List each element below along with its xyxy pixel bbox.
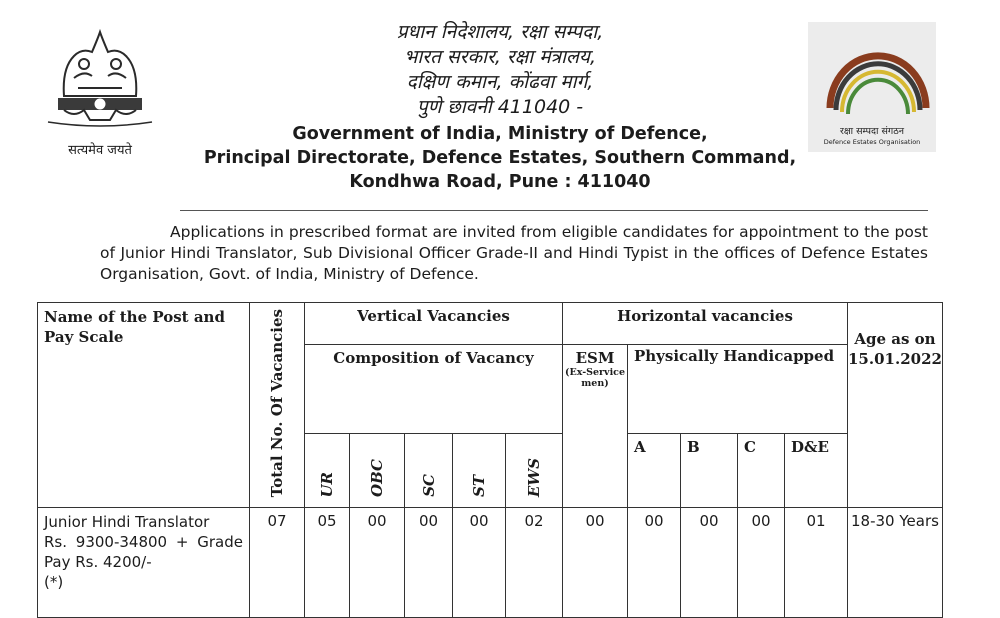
header-divider [180,210,928,211]
header-total-label: Total No. Of Vacancies [268,309,286,498]
post-note: (*) [44,573,64,592]
cat-label: ST [470,475,488,498]
national-emblem [30,18,170,163]
cell-st: 00 [453,508,506,618]
english-header [160,122,840,194]
header-cat-obc [350,434,405,508]
cell-esm: 00 [563,508,628,618]
hindi-header-line: दक्षिण कमान, कोंढवा मार्ग, [406,71,594,93]
header-ph-de: D&E [785,434,848,508]
cell-ph-c: 00 [738,508,785,618]
header-ph-c: C [738,434,785,508]
header-cat-sc [405,434,453,508]
cat-label: UR [318,471,336,498]
header-cat-st [453,434,506,508]
cat-label: EWS [525,458,543,498]
header-horizontal-vacancies: Horizontal vacancies [563,303,848,345]
cell-ph-de: 01 [785,508,848,618]
cat-label: OBC [368,459,386,498]
header-esm-label: ESM [575,349,615,367]
header-composition: Composition of Vacancy [305,345,563,434]
header-post-name: Name of the Post and Pay Scale [38,303,250,508]
header-ph-a: A [628,434,681,508]
post-name: Junior Hindi Translator [44,513,210,532]
cell-ph-a: 00 [628,508,681,618]
header-total-vacancies [250,303,305,508]
cell-sc: 00 [405,508,453,618]
cell-ph-b: 00 [681,508,738,618]
table-row [38,508,943,618]
header-physically-handicapped: Physically Handicapped [628,345,848,434]
header-cat-ews [506,434,563,508]
deo-logo-hindi: रक्षा सम्पदा संगठन [839,126,905,137]
post-pay-scale: Rs. 9300-34800 + Grade Pay Rs. 4200/- [44,533,243,572]
header-esm [563,345,628,508]
cell-total: 07 [250,508,305,618]
cell-age: 18-30 Years [848,508,943,618]
header-age: Age as on 15.01.2022 [848,303,943,508]
cat-label: SC [419,474,438,498]
vacancy-table [37,302,943,618]
deo-arcs-icon [808,22,936,122]
english-header-line: Kondhwa Road, Pune : 411040 [349,172,651,192]
header-vertical-vacancies: Vertical Vacancies [305,303,563,345]
hindi-header-line: प्रधान निदेशालय, रक्षा सम्पदा, [396,21,604,43]
hindi-header-line: भारत सरकार, रक्षा मंत्रालय, [404,46,596,68]
header-cat-ur [305,434,350,508]
lion-capital-icon [34,18,166,138]
english-header-line: Principal Directorate, Defence Estates, Southern Command, [203,148,797,168]
header-esm-sub: (Ex-Service men) [564,367,626,389]
cell-obc: 00 [350,508,405,618]
hindi-header-line: पुणे छावनी 411040 - [416,96,584,118]
intro-paragraph: Applications in prescribed format are invited from eligible candidates for appointment to the post of Junior Hindi Translator, Sub Divisional Officer Grade-II and Hindi Typist in the offices of Defence Estates Organisation, Govt. of India, Ministry of Defence. [100,223,928,283]
cell-ews: 02 [506,508,563,618]
post-cell [38,508,250,618]
deo-logo-english: Defence Estates Organisation [823,138,921,146]
cell-ur: 05 [305,508,350,618]
hindi-header [200,20,800,120]
emblem-motto: सत्यमेव जयते [68,143,132,158]
english-header-line: Government of India, Ministry of Defence, [292,124,708,144]
header-ph-b: B [681,434,738,508]
deo-logo [808,22,936,152]
